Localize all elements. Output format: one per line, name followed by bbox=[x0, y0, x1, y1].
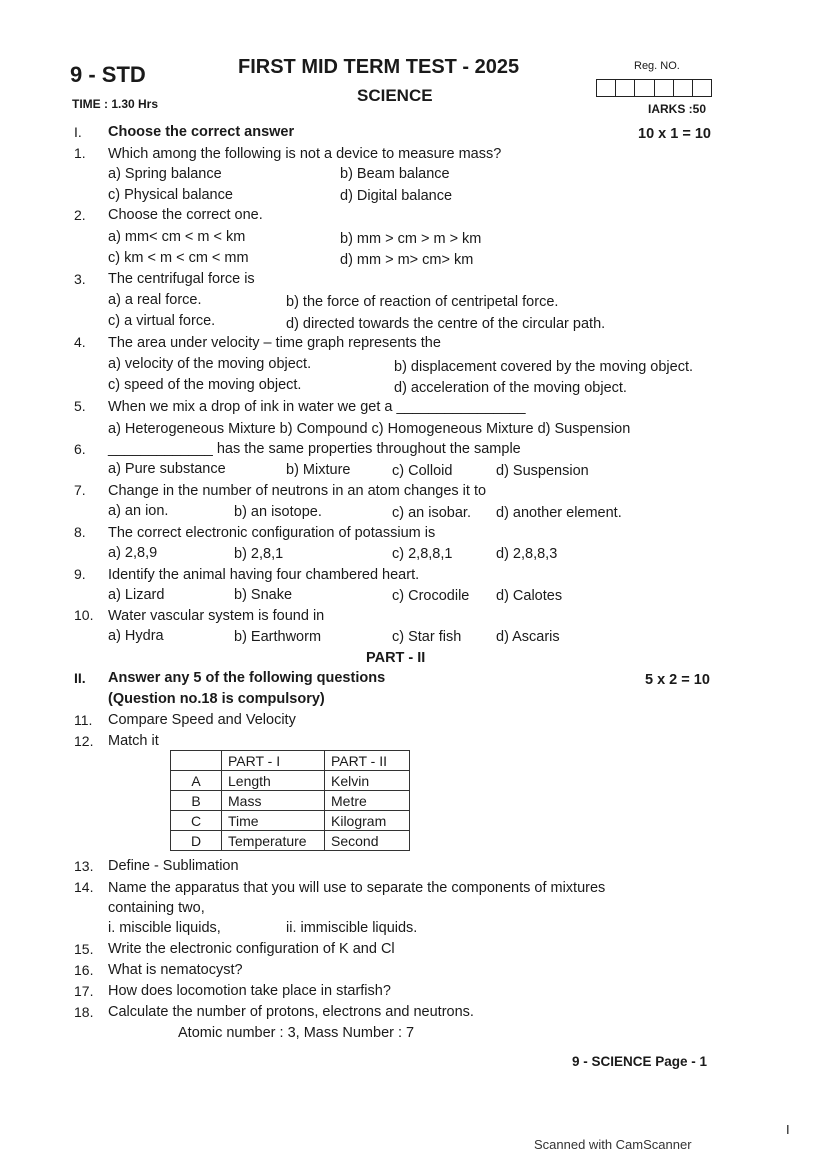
option: a) Spring balance bbox=[108, 166, 222, 182]
subject-title: SCIENCE bbox=[357, 86, 433, 105]
table-cell: D bbox=[171, 831, 222, 851]
option: b) Mixture bbox=[286, 462, 351, 478]
option: a) an ion. bbox=[108, 503, 169, 519]
table-cell: Second bbox=[325, 831, 410, 851]
option: a) mm< cm < m < km bbox=[108, 229, 246, 245]
table-header: PART - II bbox=[325, 751, 410, 771]
class-label: 9 - STD bbox=[70, 62, 146, 87]
table-cell bbox=[171, 751, 222, 771]
table-cell: Kelvin bbox=[325, 771, 410, 791]
section-roman: I. bbox=[74, 124, 82, 140]
table-cell: Length bbox=[222, 771, 325, 791]
table-cell: Mass bbox=[222, 791, 325, 811]
part-label: PART - II bbox=[366, 650, 426, 666]
option: d) Digital balance bbox=[340, 188, 453, 204]
question-number: 7. bbox=[74, 482, 86, 498]
question-text: The correct electronic configuration of potassium is bbox=[108, 525, 436, 541]
exam-title: FIRST MID TERM TEST - 2025 bbox=[238, 56, 520, 78]
option: d) Ascaris bbox=[496, 629, 560, 645]
question-number: 4. bbox=[74, 334, 86, 350]
question-text-cont: containing two, bbox=[108, 900, 205, 916]
option: d) Suspension bbox=[496, 463, 589, 479]
scanner-watermark: Scanned with CamScanner bbox=[534, 1137, 692, 1152]
question-number: 14. bbox=[74, 879, 94, 895]
question-text: Choose the correct one. bbox=[108, 207, 263, 223]
margin-mark: I bbox=[786, 1122, 790, 1137]
option: c) a virtual force. bbox=[108, 313, 216, 329]
question-text: Define - Sublimation bbox=[108, 858, 239, 874]
question-text: When we mix a drop of ink in water we get a ________________ bbox=[108, 399, 526, 415]
section-marks: 10 x 1 = 10 bbox=[638, 126, 711, 142]
question-number: 1. bbox=[74, 145, 86, 161]
option: b) mm > cm > m > km bbox=[340, 231, 482, 247]
option: c) Colloid bbox=[392, 463, 453, 479]
option: b) 2,8,1 bbox=[234, 546, 284, 562]
match-table bbox=[170, 750, 410, 851]
option: a) Hydra bbox=[108, 628, 164, 644]
question-text: _____________ has the same properties throughout the sample bbox=[108, 441, 521, 457]
section-heading: Choose the correct answer bbox=[108, 124, 295, 140]
option: b) an isotope. bbox=[234, 504, 322, 520]
option: c) Crocodile bbox=[392, 588, 470, 604]
question-number: 8. bbox=[74, 524, 86, 540]
option: b) displacement covered by the moving object. bbox=[394, 359, 694, 375]
reg-no-label: Reg. NO. bbox=[634, 60, 680, 72]
question-number: 6. bbox=[74, 441, 86, 457]
question-text: Water vascular system is found in bbox=[108, 608, 325, 624]
table-header-row bbox=[171, 751, 410, 771]
option: d) Calotes bbox=[496, 588, 563, 604]
option: d) mm > m> cm> km bbox=[340, 252, 474, 268]
question-number: 2. bbox=[74, 207, 86, 223]
option: c) Star fish bbox=[392, 629, 462, 645]
table-cell: Time bbox=[222, 811, 325, 831]
question-text: Calculate the number of protons, electrons and neutrons. bbox=[108, 1004, 474, 1020]
table-cell: Kilogram bbox=[325, 811, 410, 831]
table-row bbox=[171, 811, 410, 831]
question-number: 10. bbox=[74, 607, 94, 623]
table-cell: C bbox=[171, 811, 222, 831]
option: d) another element. bbox=[496, 505, 622, 521]
table-header: PART - I bbox=[222, 751, 325, 771]
option: d) 2,8,8,3 bbox=[496, 546, 558, 562]
question-text: Identify the animal having four chambered heart. bbox=[108, 567, 420, 583]
sub-option: i. miscible liquids, bbox=[108, 920, 221, 936]
option: c) an isobar. bbox=[392, 505, 471, 521]
time-label: TIME : 1.30 Hrs bbox=[72, 97, 159, 111]
option: b) Beam balance bbox=[340, 166, 450, 182]
table-row bbox=[171, 831, 410, 851]
option: a) Lizard bbox=[108, 587, 165, 603]
table-cell: A bbox=[171, 771, 222, 791]
question-number: 11. bbox=[74, 712, 93, 728]
question-number: 17. bbox=[74, 983, 94, 999]
question-text: Compare Speed and Velocity bbox=[108, 712, 296, 728]
option: c) speed of the moving object. bbox=[108, 377, 302, 393]
option: a) 2,8,9 bbox=[108, 545, 158, 561]
table-cell: Temperature bbox=[222, 831, 325, 851]
section-heading: Answer any 5 of the following questions bbox=[108, 670, 386, 686]
option: c) Physical balance bbox=[108, 187, 233, 203]
option: a) velocity of the moving object. bbox=[108, 356, 312, 372]
question-number: 12. bbox=[74, 733, 94, 749]
table-row bbox=[171, 791, 410, 811]
question-text: Change in the number of neutrons in an atom changes it to bbox=[108, 483, 487, 499]
question-number: 9. bbox=[74, 566, 86, 582]
question-number: 5. bbox=[74, 398, 86, 414]
table-cell: Metre bbox=[325, 791, 410, 811]
option: b) Earthworm bbox=[234, 629, 322, 645]
question-number: 15. bbox=[74, 941, 94, 957]
option: b) the force of reaction of centripetal force. bbox=[286, 294, 559, 310]
sub-option: ii. immiscible liquids. bbox=[286, 920, 418, 936]
table-row bbox=[171, 771, 410, 791]
question-text: The area under velocity – time graph represents the bbox=[108, 335, 441, 351]
question-text: How does locomotion take place in starfish? bbox=[108, 983, 391, 999]
section-note: (Question no.18 is compulsory) bbox=[108, 691, 325, 707]
option: d) directed towards the centre of the circular path. bbox=[286, 316, 606, 332]
option: c) 2,8,8,1 bbox=[392, 546, 453, 562]
reg-no-boxes bbox=[596, 79, 712, 97]
page-footer: 9 - SCIENCE Page - 1 bbox=[572, 1054, 708, 1069]
question-text: Name the apparatus that you will use to separate the components of mixtures bbox=[108, 880, 606, 896]
question-number: 16. bbox=[74, 962, 94, 978]
question-text: Match it bbox=[108, 733, 159, 749]
question-text: What is nematocyst? bbox=[108, 962, 243, 978]
question-number: 13. bbox=[74, 858, 94, 874]
question-text-cont: Atomic number : 3, Mass Number : 7 bbox=[178, 1025, 415, 1041]
option-line: a) Heterogeneous Mixture b) Compound c) Homogeneous Mixture d) Suspension bbox=[108, 421, 631, 437]
option: d) acceleration of the moving object. bbox=[394, 380, 627, 396]
option: b) Snake bbox=[234, 587, 293, 603]
total-marks: IARKS :50 bbox=[648, 102, 707, 116]
option: a) a real force. bbox=[108, 292, 202, 308]
table-cell: B bbox=[171, 791, 222, 811]
question-text: The centrifugal force is bbox=[108, 271, 255, 287]
question-text: Write the electronic configuration of K and Cl bbox=[108, 941, 395, 957]
question-text: Which among the following is not a device to measure mass? bbox=[108, 146, 502, 162]
section-roman: II. bbox=[74, 670, 86, 686]
section-marks: 5 x 2 = 10 bbox=[645, 672, 710, 688]
question-number: 3. bbox=[74, 271, 86, 287]
question-number: 18. bbox=[74, 1004, 94, 1020]
option: a) Pure substance bbox=[108, 461, 226, 477]
option: c) km < m < cm < mm bbox=[108, 250, 249, 266]
